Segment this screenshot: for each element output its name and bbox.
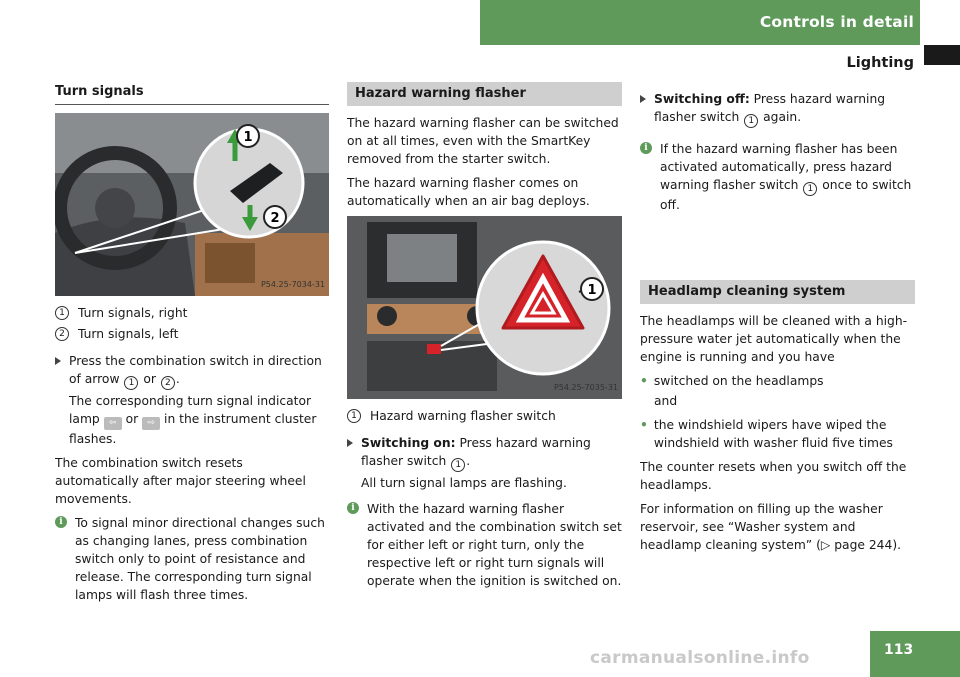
step-arrow-icon — [640, 95, 646, 103]
left-indicator-icon: ⇦ — [104, 417, 122, 430]
legend-number: 2 — [55, 327, 69, 341]
hazard-paragraph: The hazard warning flasher comes on automatically when an air bag deploys. — [347, 176, 590, 208]
info-text: With the hazard warning flasher activated and the combination switch set for either left or right turn, only the respective left or right turn signals will operate when the ignition is switched on. — [367, 502, 622, 588]
inline-number: 1 — [124, 376, 138, 390]
info-icon: i — [55, 516, 67, 528]
step-text: or — [143, 372, 156, 386]
legend-item — [55, 325, 329, 343]
instruction-step: Switching off: Press hazard warning flasher switch 1 again. — [640, 90, 915, 128]
turn-signals-column — [55, 83, 329, 604]
chapter-title: Controls in detail — [759, 13, 914, 31]
legend-text: Turn signals, right — [78, 306, 188, 320]
callout-2: 2 — [270, 211, 280, 226]
step-arrow-icon — [55, 357, 61, 365]
photo-code: P54.25-7034-31 — [260, 280, 325, 289]
watermark: carmanualsonline.info — [590, 648, 810, 668]
switching-off-label: Switching off: — [654, 92, 750, 106]
headlamp-heading: Headlamp cleaning system — [640, 280, 915, 304]
legend-item — [347, 407, 622, 425]
photo-code: P54.25-7035-31 — [553, 383, 618, 392]
step-text: Press the combination switch in direction of arrow — [69, 354, 322, 386]
instruction-step: Switching on: Press hazard warning flasher switch 1 . — [347, 434, 622, 472]
page-number-box — [870, 631, 960, 677]
inline-number: 1 — [803, 182, 817, 196]
instruction-step — [55, 352, 329, 390]
turn-signals-heading: Turn signals — [55, 83, 329, 105]
and-text: and — [654, 394, 678, 408]
legend-number: 1 — [55, 306, 69, 320]
hazard-column — [347, 82, 622, 590]
info-icon: i — [347, 502, 359, 514]
bullet-icon: • — [640, 374, 648, 388]
callout-1: 1 — [243, 130, 253, 145]
switching-on-label: Switching on: — [361, 436, 456, 450]
right-indicator-icon: ⇨ — [142, 417, 160, 430]
list-item: • the windshield wipers have wiped the windshield with washer fluid five times — [640, 418, 893, 450]
info-icon: i — [640, 142, 652, 154]
inline-number: 2 — [161, 376, 175, 390]
headlamp-section — [640, 280, 915, 560]
bullet-icon: • — [640, 418, 648, 432]
step-result: All turn signal lamps are flashing. — [361, 476, 567, 490]
headlamp-paragraph: For information on filling up the washer reservoir, see “Washer system and headlamp cleaning system” (▷ page 244). — [640, 502, 902, 552]
list-item: • switched on the headlamps — [640, 374, 824, 388]
step-arrow-icon — [347, 439, 353, 447]
info-note — [55, 514, 329, 604]
inline-number: 1 — [451, 458, 465, 472]
inline-number: 1 — [744, 114, 758, 128]
step-text: . — [175, 372, 180, 386]
legend-text: Turn signals, left — [78, 327, 179, 341]
page-reference-link[interactable]: ▷ page 244 — [820, 538, 893, 552]
page-number: 113 — [884, 642, 914, 658]
hazard-photo — [347, 216, 622, 399]
section-marker — [924, 45, 960, 65]
headlamp-paragraph: The headlamps will be cleaned with a high-pressure water jet automatically when the engine is running and you have — [640, 314, 908, 364]
turn-signal-photo — [55, 113, 329, 296]
info-text: To signal minor directional changes such as changing lanes, press combination switch only to point of resistance and release. The corresponding turn signal lamps will flash three times. — [75, 516, 325, 602]
info-note: i If the hazard warning flasher has been activated automatically, press hazard warning flasher switch 1 once to switch off. — [640, 140, 915, 214]
info-note — [347, 500, 622, 590]
callout-1: 1 — [587, 283, 597, 298]
hazard-paragraph: The hazard warning flasher can be switched on at all times, even with the SmartKey removed from the starter switch. — [347, 116, 619, 166]
hazard-heading: Hazard warning flasher — [347, 82, 622, 106]
legend-number: 1 — [347, 409, 361, 423]
legend-text: Hazard warning flasher switch — [370, 409, 556, 423]
reset-paragraph: The combination switch resets automatically after major steering wheel movements. — [55, 456, 306, 506]
step-result: The corresponding turn signal indicator lamp ⇦ or ⇨ in the instrument cluster flashes. — [69, 394, 317, 446]
section-title: Lighting — [846, 55, 914, 71]
headlamp-paragraph: The counter resets when you switch off the headlamps. — [640, 460, 907, 492]
legend-item — [55, 304, 329, 322]
